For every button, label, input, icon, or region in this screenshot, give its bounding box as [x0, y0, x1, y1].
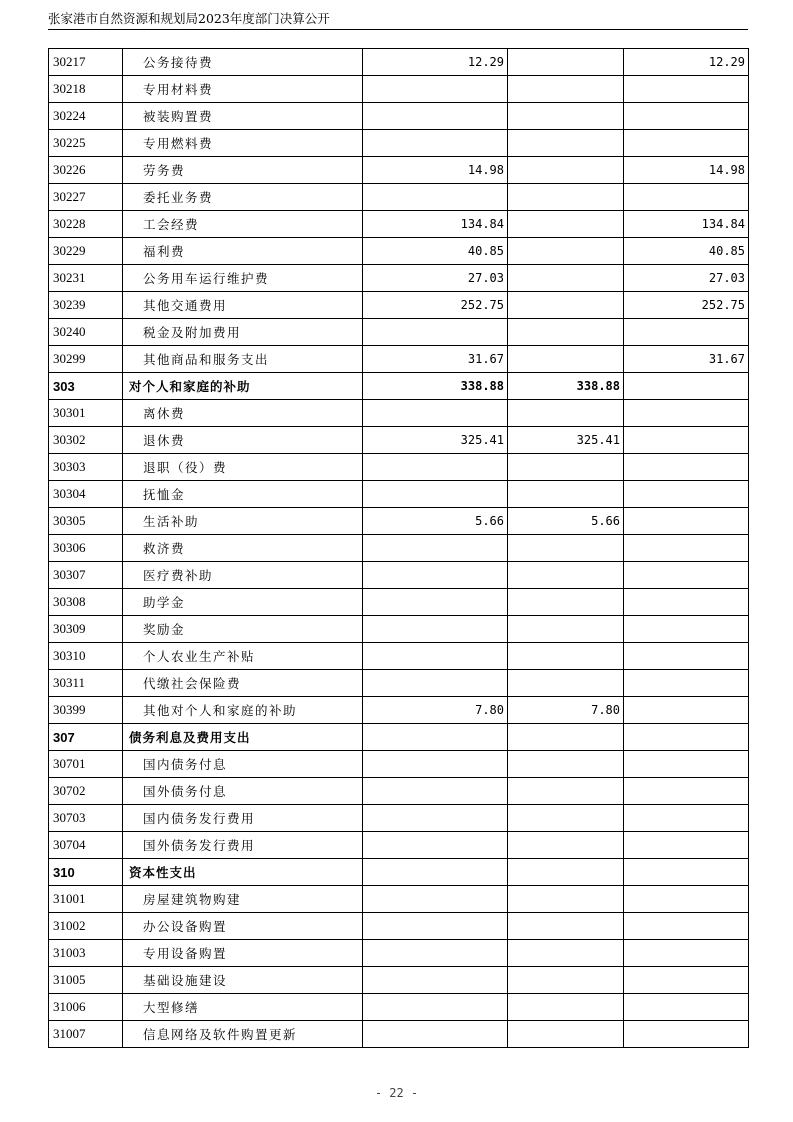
row-value-2	[508, 265, 624, 292]
row-value-3	[624, 886, 749, 913]
row-value-1	[363, 724, 508, 751]
row-value-3	[624, 805, 749, 832]
row-value-3: 14.98	[624, 157, 749, 184]
row-value-2	[508, 130, 624, 157]
row-name: 委托业务费	[123, 184, 363, 211]
row-name: 对个人和家庭的补助	[123, 373, 363, 400]
row-value-1: 338.88	[363, 373, 508, 400]
table-body	[49, 49, 749, 1048]
row-code: 30703	[49, 805, 123, 832]
row-name: 救济费	[123, 535, 363, 562]
row-name: 国外债务发行费用	[123, 832, 363, 859]
row-value-2	[508, 535, 624, 562]
table-row	[49, 292, 749, 319]
row-code: 30305	[49, 508, 123, 535]
row-code: 30227	[49, 184, 123, 211]
row-value-1	[363, 805, 508, 832]
row-value-2	[508, 616, 624, 643]
table-row	[49, 994, 749, 1021]
row-value-3	[624, 697, 749, 724]
row-value-1: 134.84	[363, 211, 508, 238]
row-value-1	[363, 616, 508, 643]
row-value-2	[508, 400, 624, 427]
row-value-3	[624, 859, 749, 886]
row-value-1	[363, 643, 508, 670]
row-name: 被装购置费	[123, 103, 363, 130]
row-value-3	[624, 967, 749, 994]
row-code: 31006	[49, 994, 123, 1021]
table-row	[49, 1021, 749, 1048]
table-row	[49, 103, 749, 130]
row-value-1: 252.75	[363, 292, 508, 319]
table-row	[49, 832, 749, 859]
row-value-3	[624, 373, 749, 400]
row-name: 国内债务付息	[123, 751, 363, 778]
row-code: 30225	[49, 130, 123, 157]
row-value-1	[363, 481, 508, 508]
row-code: 307	[49, 724, 123, 751]
table-row	[49, 535, 749, 562]
row-value-1: 325.41	[363, 427, 508, 454]
row-value-2	[508, 751, 624, 778]
row-value-2	[508, 292, 624, 319]
row-name: 专用燃料费	[123, 130, 363, 157]
row-name: 工会经费	[123, 211, 363, 238]
row-code: 30299	[49, 346, 123, 373]
row-value-2	[508, 76, 624, 103]
row-name: 公务接待费	[123, 49, 363, 76]
row-value-1	[363, 76, 508, 103]
row-name: 抚恤金	[123, 481, 363, 508]
row-name: 基础设施建设	[123, 967, 363, 994]
table-row	[49, 211, 749, 238]
table-row	[49, 49, 749, 76]
row-name: 离休费	[123, 400, 363, 427]
row-code: 31002	[49, 913, 123, 940]
row-value-1	[363, 940, 508, 967]
table-row	[49, 76, 749, 103]
row-value-3	[624, 319, 749, 346]
table-group-row	[49, 724, 749, 751]
row-code: 30306	[49, 535, 123, 562]
row-code: 30239	[49, 292, 123, 319]
table-row	[49, 670, 749, 697]
table-row	[49, 805, 749, 832]
row-value-3: 40.85	[624, 238, 749, 265]
row-value-3	[624, 184, 749, 211]
row-value-2	[508, 778, 624, 805]
table-row	[49, 346, 749, 373]
row-name: 税金及附加费用	[123, 319, 363, 346]
row-value-1: 14.98	[363, 157, 508, 184]
page-number: - 22 -	[374, 1086, 419, 1100]
row-code: 31007	[49, 1021, 123, 1048]
row-value-3	[624, 481, 749, 508]
row-code: 30218	[49, 76, 123, 103]
row-value-3	[624, 130, 749, 157]
row-value-3	[624, 913, 749, 940]
row-value-2	[508, 805, 624, 832]
row-value-2	[508, 1021, 624, 1048]
row-value-1: 12.29	[363, 49, 508, 76]
row-name: 福利费	[123, 238, 363, 265]
row-value-2	[508, 481, 624, 508]
row-name: 奖励金	[123, 616, 363, 643]
table-row	[49, 589, 749, 616]
row-value-2	[508, 184, 624, 211]
row-value-1	[363, 1021, 508, 1048]
row-value-1: 27.03	[363, 265, 508, 292]
row-value-3	[624, 508, 749, 535]
row-value-3	[624, 751, 749, 778]
row-value-2	[508, 670, 624, 697]
row-value-2	[508, 346, 624, 373]
row-code: 30307	[49, 562, 123, 589]
row-value-1	[363, 751, 508, 778]
row-value-1: 7.80	[363, 697, 508, 724]
row-value-1	[363, 913, 508, 940]
row-value-3: 252.75	[624, 292, 749, 319]
row-value-3: 134.84	[624, 211, 749, 238]
table-row	[49, 643, 749, 670]
row-value-1	[363, 454, 508, 481]
row-value-2	[508, 454, 624, 481]
row-value-1	[363, 886, 508, 913]
table-group-row	[49, 859, 749, 886]
row-value-1	[363, 184, 508, 211]
row-code: 310	[49, 859, 123, 886]
table-row	[49, 265, 749, 292]
table-row	[49, 157, 749, 184]
row-value-2	[508, 157, 624, 184]
row-name: 公务用车运行维护费	[123, 265, 363, 292]
table-row	[49, 751, 749, 778]
row-value-3: 12.29	[624, 49, 749, 76]
row-code: 30704	[49, 832, 123, 859]
row-value-1	[363, 103, 508, 130]
table-row	[49, 967, 749, 994]
table-row	[49, 427, 749, 454]
row-code: 30310	[49, 643, 123, 670]
table-row	[49, 616, 749, 643]
row-value-1	[363, 589, 508, 616]
row-value-1	[363, 319, 508, 346]
row-value-2	[508, 238, 624, 265]
row-code: 30231	[49, 265, 123, 292]
row-code: 30399	[49, 697, 123, 724]
row-name: 大型修缮	[123, 994, 363, 1021]
row-name: 劳务费	[123, 157, 363, 184]
row-value-3	[624, 562, 749, 589]
table-row	[49, 130, 749, 157]
row-value-1: 5.66	[363, 508, 508, 535]
row-name: 办公设备购置	[123, 913, 363, 940]
table-row	[49, 508, 749, 535]
row-code: 30226	[49, 157, 123, 184]
row-value-1	[363, 859, 508, 886]
row-value-3	[624, 535, 749, 562]
row-code: 30229	[49, 238, 123, 265]
row-value-1	[363, 778, 508, 805]
table-row	[49, 184, 749, 211]
row-value-2	[508, 643, 624, 670]
table-row	[49, 913, 749, 940]
table-row	[49, 400, 749, 427]
expenditure-table	[48, 48, 749, 1048]
row-value-1	[363, 670, 508, 697]
row-value-1	[363, 967, 508, 994]
row-name: 助学金	[123, 589, 363, 616]
row-name: 专用设备购置	[123, 940, 363, 967]
row-name: 房屋建筑物购建	[123, 886, 363, 913]
row-code: 30217	[49, 49, 123, 76]
row-name: 医疗费补助	[123, 562, 363, 589]
table-row	[49, 778, 749, 805]
row-name: 代缴社会保险费	[123, 670, 363, 697]
row-code: 30228	[49, 211, 123, 238]
row-value-1	[363, 535, 508, 562]
table-row	[49, 319, 749, 346]
row-value-2	[508, 994, 624, 1021]
row-value-3	[624, 724, 749, 751]
row-name: 其他对个人和家庭的补助	[123, 697, 363, 724]
row-value-2: 7.80	[508, 697, 624, 724]
row-code: 30308	[49, 589, 123, 616]
row-value-2	[508, 886, 624, 913]
row-value-3	[624, 616, 749, 643]
row-value-3	[624, 400, 749, 427]
row-value-2	[508, 589, 624, 616]
row-name: 信息网络及软件购置更新	[123, 1021, 363, 1048]
row-value-2	[508, 319, 624, 346]
row-code: 30224	[49, 103, 123, 130]
row-name: 专用材料费	[123, 76, 363, 103]
row-value-2	[508, 859, 624, 886]
row-value-3	[624, 670, 749, 697]
page-header: 张家港市自然资源和规划局2023年度部门决算公开	[48, 9, 748, 30]
row-code: 30302	[49, 427, 123, 454]
row-value-2	[508, 967, 624, 994]
row-value-2	[508, 940, 624, 967]
row-code: 30309	[49, 616, 123, 643]
row-value-2: 325.41	[508, 427, 624, 454]
table-group-row	[49, 373, 749, 400]
row-value-3	[624, 994, 749, 1021]
table-row	[49, 481, 749, 508]
row-value-3	[624, 589, 749, 616]
table-row	[49, 886, 749, 913]
row-value-3	[624, 1021, 749, 1048]
row-value-1: 40.85	[363, 238, 508, 265]
row-value-1: 31.67	[363, 346, 508, 373]
row-value-3: 27.03	[624, 265, 749, 292]
row-code: 30301	[49, 400, 123, 427]
row-code: 30304	[49, 481, 123, 508]
row-name: 退休费	[123, 427, 363, 454]
row-value-2	[508, 103, 624, 130]
row-value-1	[363, 562, 508, 589]
table-row	[49, 454, 749, 481]
row-value-3	[624, 778, 749, 805]
row-value-3	[624, 940, 749, 967]
row-name: 其他交通费用	[123, 292, 363, 319]
row-code: 31003	[49, 940, 123, 967]
row-name: 生活补助	[123, 508, 363, 535]
row-value-2	[508, 49, 624, 76]
row-code: 30311	[49, 670, 123, 697]
row-name: 国外债务付息	[123, 778, 363, 805]
row-name: 资本性支出	[123, 859, 363, 886]
row-code: 31001	[49, 886, 123, 913]
row-value-1	[363, 130, 508, 157]
row-value-3	[624, 454, 749, 481]
row-name: 其他商品和服务支出	[123, 346, 363, 373]
row-value-2	[508, 832, 624, 859]
row-name: 个人农业生产补贴	[123, 643, 363, 670]
row-code: 30701	[49, 751, 123, 778]
row-code: 30240	[49, 319, 123, 346]
row-value-2	[508, 913, 624, 940]
row-value-3	[624, 427, 749, 454]
table-row	[49, 562, 749, 589]
row-value-2: 338.88	[508, 373, 624, 400]
table-row	[49, 940, 749, 967]
row-value-1	[363, 994, 508, 1021]
row-code: 303	[49, 373, 123, 400]
row-value-2	[508, 211, 624, 238]
row-value-1	[363, 400, 508, 427]
row-code: 30303	[49, 454, 123, 481]
row-value-3	[624, 76, 749, 103]
row-name: 国内债务发行费用	[123, 805, 363, 832]
row-value-3	[624, 643, 749, 670]
row-code: 30702	[49, 778, 123, 805]
row-code: 31005	[49, 967, 123, 994]
row-name: 退职（役）费	[123, 454, 363, 481]
table-row	[49, 238, 749, 265]
row-value-1	[363, 832, 508, 859]
row-value-3: 31.67	[624, 346, 749, 373]
table-row	[49, 697, 749, 724]
row-value-2: 5.66	[508, 508, 624, 535]
row-value-2	[508, 724, 624, 751]
row-value-3	[624, 832, 749, 859]
row-value-2	[508, 562, 624, 589]
row-value-3	[624, 103, 749, 130]
row-name: 债务利息及费用支出	[123, 724, 363, 751]
